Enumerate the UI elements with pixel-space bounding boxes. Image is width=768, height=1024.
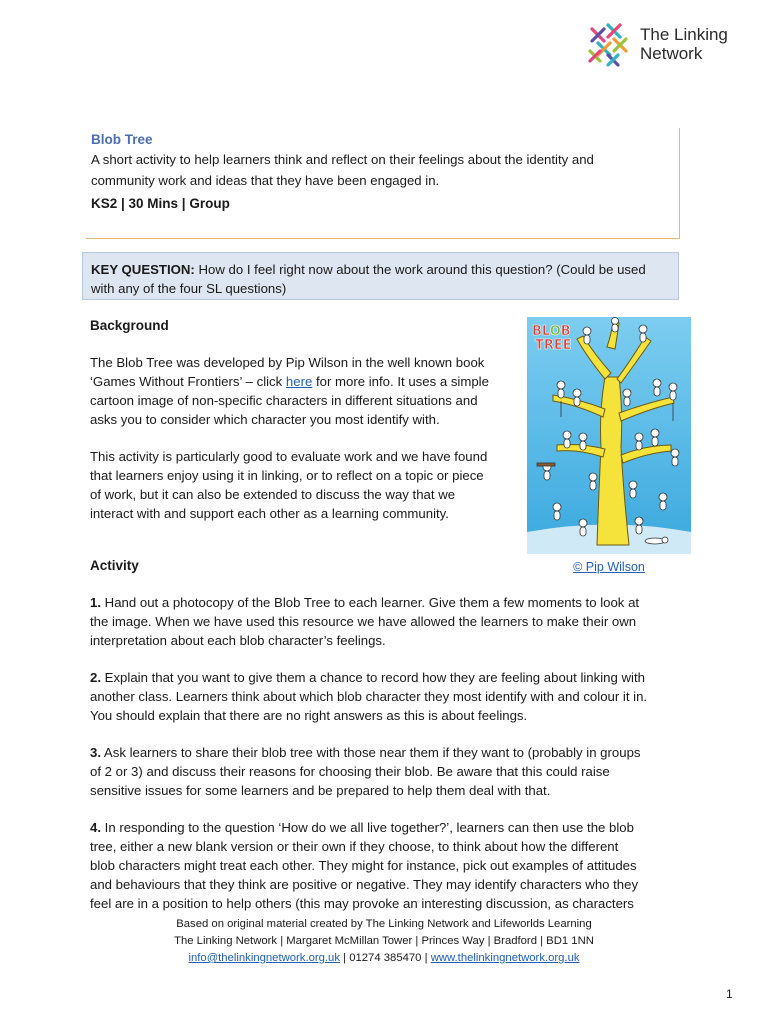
logo-line-2: Network [640, 44, 703, 63]
bg-p2-line-2: that learners enjoy using it in linking, or to reflect on a topic or piece [90, 468, 484, 483]
blob-tree-image [527, 317, 691, 554]
footer-email-link[interactable]: info@thelinkingnetwork.org.uk [188, 952, 340, 964]
description-line-1: A short activity to help learners think and reflect on their feelings about the identity and [91, 152, 594, 167]
step-2-line-2: another class. Learners think about which blob character they most identify with and colour it in. [90, 689, 648, 704]
step-4-line-1 [90, 818, 682, 837]
step-4-line-3: blob characters might treat each other. They might for instance, pick out examples of attitudes [90, 858, 637, 873]
step-3-line-3: sensitive issues for some learners and be prepared to help them deal with that. [90, 783, 551, 798]
pip-wilson-credit-link[interactable]: © Pip Wilson [573, 560, 645, 574]
step-2-number: 2. [90, 670, 101, 685]
bg-p1-line-4: asks you to consider which character you most identify with. [90, 412, 440, 427]
step-1 [90, 593, 682, 650]
title-block [86, 128, 680, 239]
footer-website-link[interactable]: www.thelinkingnetwork.org.uk [430, 952, 580, 964]
step-4-line-2: tree, either a new blank version or their own if they choose, to think about how the different [90, 839, 619, 854]
footer-phone: | 01274 385470 | [340, 952, 431, 964]
page-footer [0, 916, 768, 967]
background-heading: Background [90, 318, 169, 333]
page-number: 1 [726, 987, 733, 1001]
logo-text [640, 25, 728, 63]
step-4 [90, 818, 682, 913]
bg-p2-line-4: interact with and support each other as a learning community. [90, 506, 449, 521]
bg-p1-line-3: cartoon image of non-specific characters in different situations and [90, 393, 478, 408]
blob-tree-image-label: BLOB [532, 324, 571, 339]
step-4-text-1: In responding to the question ‘How do we all live together?’, learners can then use the blob [101, 820, 634, 835]
svg-text:TREE: TREE [535, 338, 572, 353]
step-3-line-1 [90, 743, 682, 762]
activity-meta: KS2 | 30 Mins | Group [91, 196, 230, 211]
step-2-line-1 [90, 668, 682, 687]
key-question-line-2: with any of the four SL questions) [91, 281, 287, 296]
activity-steps [90, 593, 682, 931]
bg-p2-line-1: This activity is particularly good to evaluate work and we have found [90, 449, 488, 464]
background-paragraph-2 [90, 447, 518, 523]
step-3-line-2: of 2 or 3) and discuss their reasons for choosing their blob. Be aware that this could raise [90, 764, 610, 779]
page-title: Blob Tree [91, 132, 153, 147]
background-paragraph-1 [90, 353, 518, 429]
image-credit [527, 558, 691, 577]
step-2-text-1: Explain that you want to give them a chance to record how they are feeling about linking with [101, 670, 645, 685]
logo [586, 20, 746, 68]
activity-description [91, 149, 679, 191]
footer-line-2: The Linking Network | Margaret McMillan Tower | Princes Way | Bradford | BD1 1NN [174, 935, 594, 947]
background-section [90, 316, 518, 523]
here-link[interactable]: here [285, 374, 313, 389]
step-4-number: 4. [90, 820, 101, 835]
description-line-2: community work and ideas that they have been engaged in. [91, 173, 440, 188]
bg-p2-line-3: of work, but it can also be extended to discuss the way that we [90, 487, 456, 502]
bg-p1-line-2a: ‘Games Without Frontiers’ – click [90, 374, 286, 389]
step-1-line-3: interpretation about each blob character’s feelings. [90, 633, 386, 648]
footer-line-3 [0, 950, 768, 967]
step-1-line-2: the image. When we have used this resource we have allowed the learners to make their own [90, 614, 637, 629]
key-question-box [82, 252, 679, 300]
bg-p1-line-1: The Blob Tree was developed by Pip Wilson in the well known book [90, 355, 485, 370]
step-3-number: 3. [90, 745, 101, 760]
bg-p1-line-2b: for more info. It uses a simple [312, 374, 489, 389]
bg-p1-line-2 [90, 372, 518, 391]
step-4-line-4: and behaviours that they think are positive or negative. They may identify characters who they [90, 877, 639, 892]
step-1-number: 1. [90, 595, 101, 610]
step-1-line-1 [90, 593, 682, 612]
key-question-label: KEY QUESTION: [91, 262, 195, 277]
step-2-line-3: You should explain that there are no right answers as this is about feelings. [90, 708, 528, 723]
logo-line-1: The Linking [640, 25, 728, 44]
linking-network-logo-icon [586, 21, 632, 67]
step-3 [90, 743, 682, 800]
step-1-text-1: Hand out a photocopy of the Blob Tree to each learner. Give them a few moments to look at [101, 595, 640, 610]
footer-line-1: Based on original material created by The Linking Network and Lifeworlds Learning [176, 918, 592, 930]
key-question-text-1: How do I feel right now about the work around this question? (Could be used [194, 262, 646, 277]
activity-heading: Activity [90, 558, 139, 573]
step-2 [90, 668, 682, 725]
step-4-line-5: feel are in a position to help others (this may provoke an interesting discussion, as characters [90, 896, 634, 911]
key-question-line-1 [91, 260, 670, 279]
step-3-text-1: Ask learners to share their blob tree with those near them if they want to (probably in groups [101, 745, 641, 760]
